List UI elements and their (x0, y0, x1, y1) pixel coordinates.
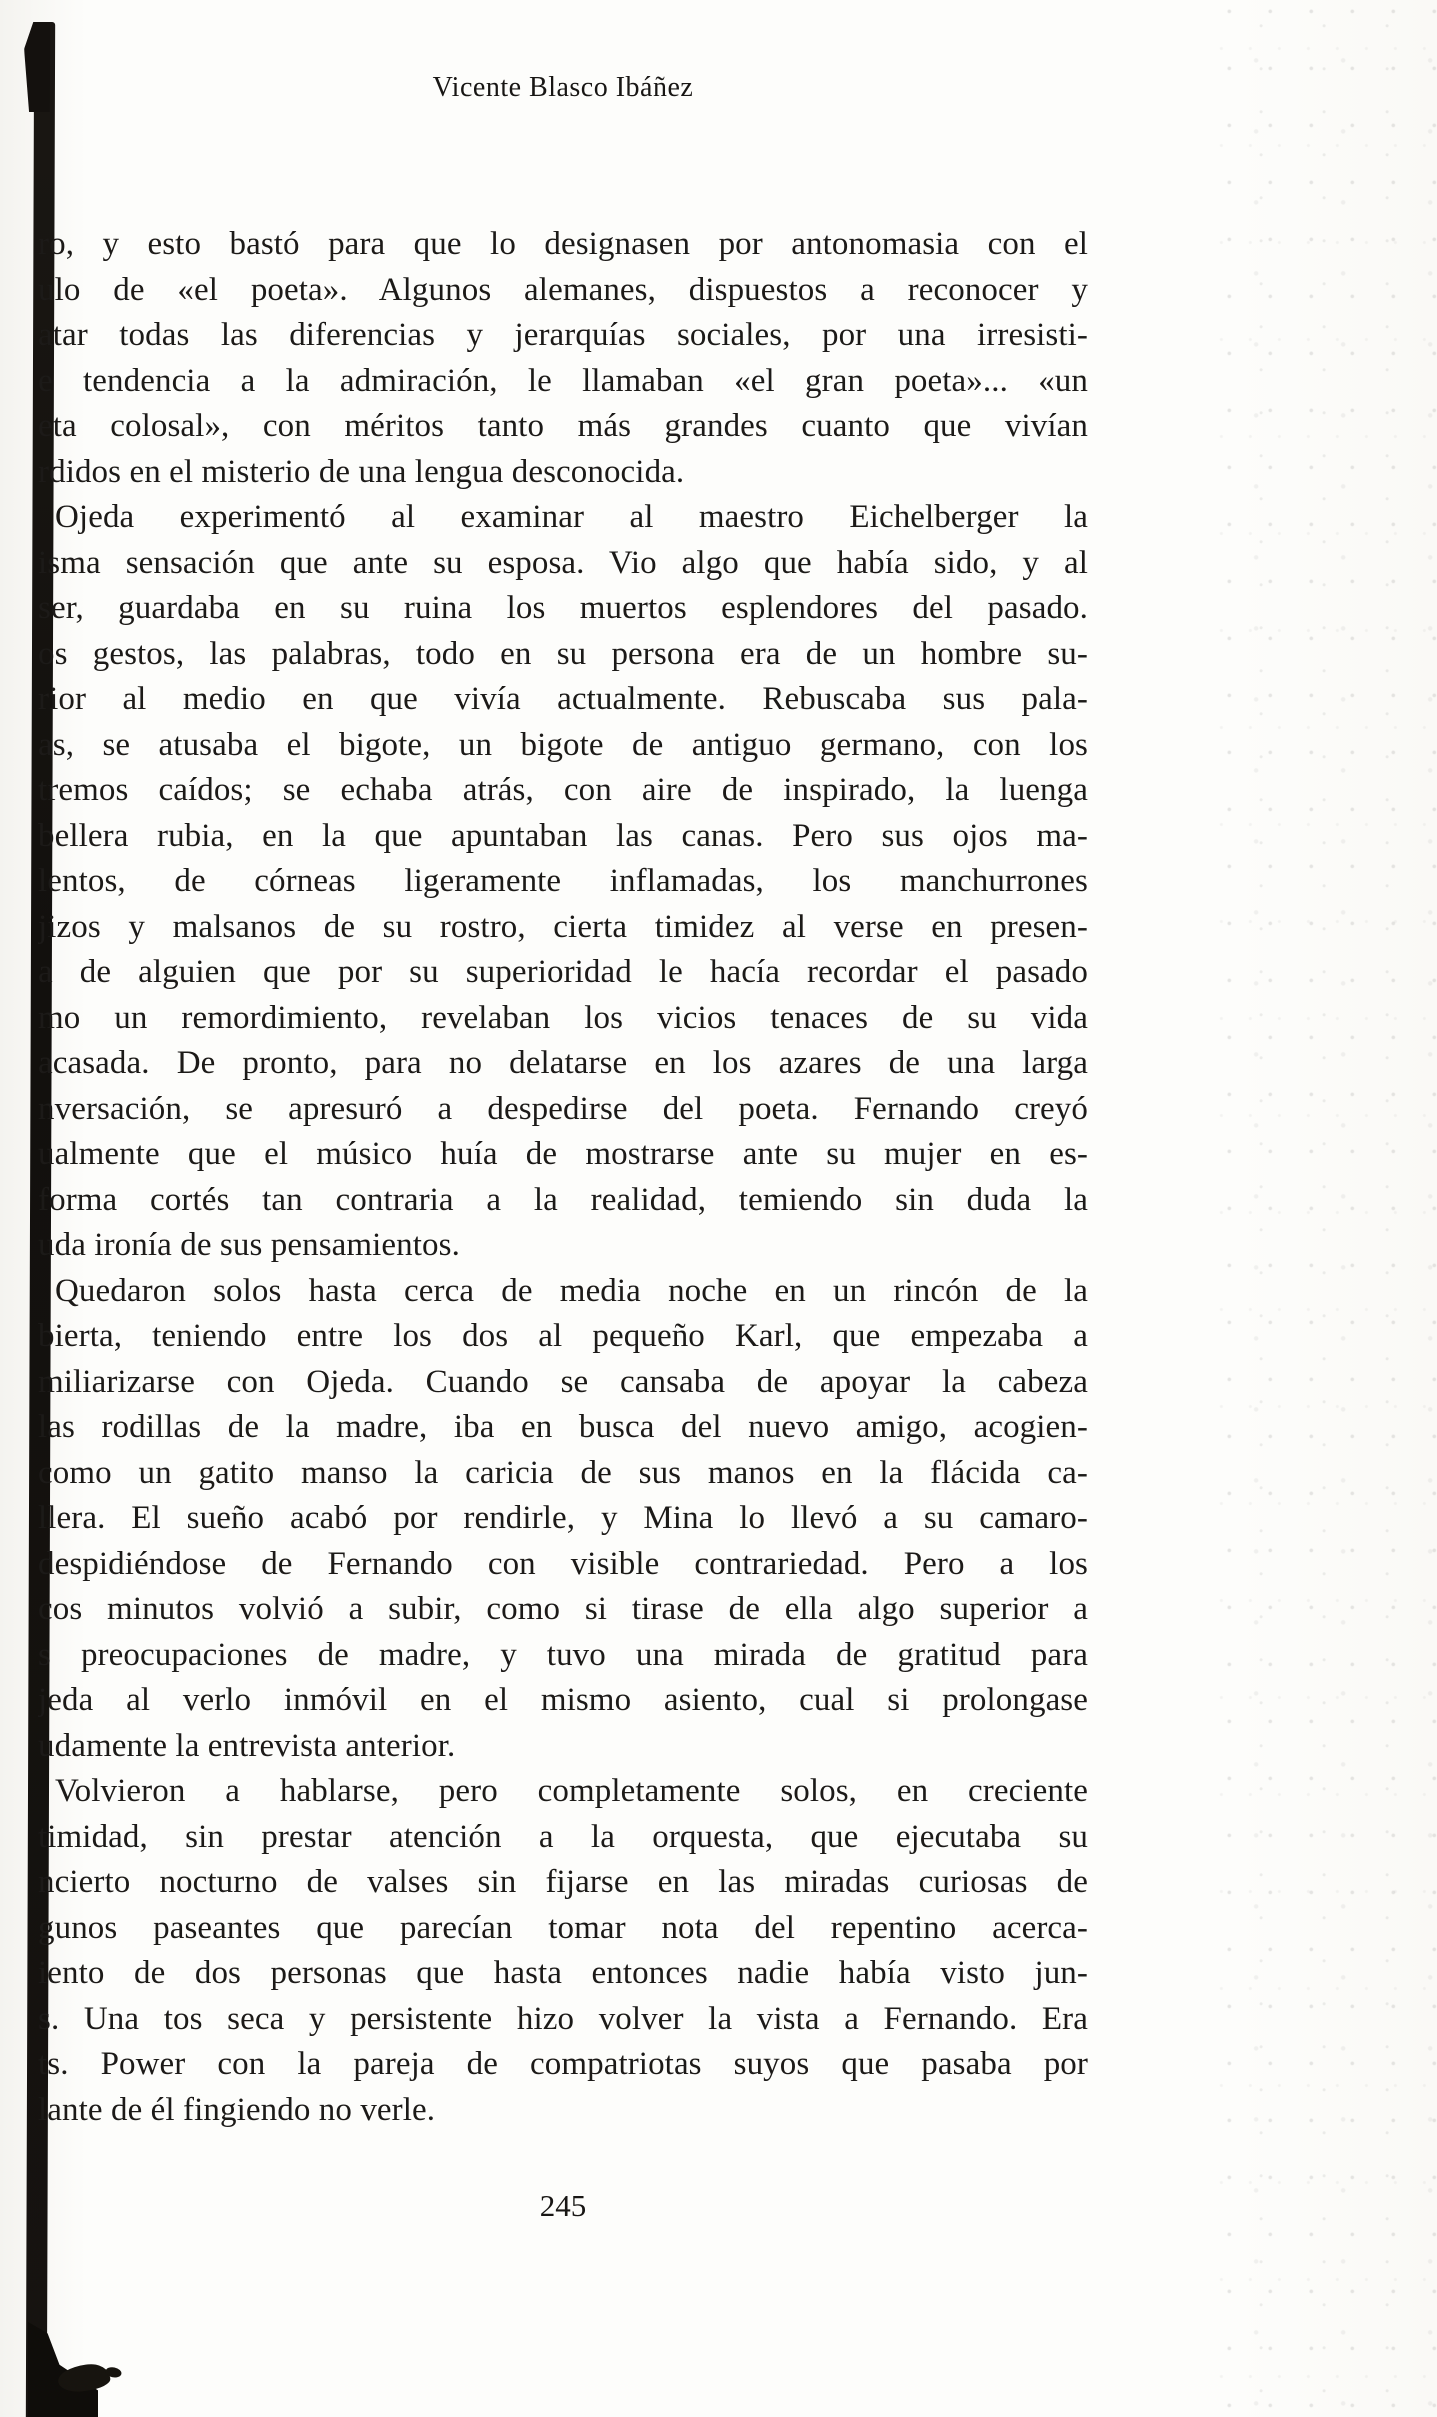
text-line: lante de él fingiendo no verle. (38, 2091, 436, 2128)
text-line: s preocupaciones de madre, y tuvo una mirada de gratitud para (38, 1636, 1088, 1673)
text-line: isma sensación que ante su esposa. Vio algo que había sido, y al (38, 544, 1088, 581)
paragraph (38, 222, 1088, 495)
text-line: gunos paseantes que parecían tomar nota del repentino acerca- (38, 1909, 1088, 1946)
text-line: como un gatito manso la caricia de sus manos en la flácida ca- (38, 1454, 1088, 1491)
running-header: Vicente Blasco Ibáñez (432, 72, 694, 103)
text-line: uda ironía de sus pensamientos. (38, 1227, 460, 1263)
text-line: ser, guardaba en su ruina los muertos esplendores del pasado. (38, 590, 1088, 626)
text-line: ts. Power con la pareja de compatriotas suyos que pasaba por (38, 2046, 1088, 2082)
text-line: ro, y esto bastó para que lo designasen por antonomasia con el (38, 226, 1088, 262)
text-line: rdidos en el misterio de una lengua desconocida. (38, 453, 685, 490)
text-line: as, se atusaba el bigote, un bigote de antiguo germano, con los (38, 726, 1088, 763)
text-line: s. Una tos seca y persistente hizo volver la vista a Fernando. Era (38, 2000, 1088, 2037)
ink-smudge (57, 2362, 112, 2394)
paragraph (38, 1269, 1088, 1770)
text-line: acasada. De pronto, para no delatarse en los azares de una larga (38, 1045, 1088, 1081)
scan-noise (1217, 0, 1437, 2417)
text-line: a de alguien que por su superioridad le hacía recordar el pasado (38, 954, 1088, 990)
text-block (38, 222, 1088, 2133)
text-line: ualmente que el músico huía de mostrarse ante su mujer en es- (38, 1136, 1088, 1172)
paragraph (38, 1769, 1088, 2133)
text-line: nversación, se apresuró a despedirse del poeta. Fernando creyó (38, 1090, 1088, 1127)
page-number: 245 (539, 2188, 587, 2223)
text-line: iento de dos personas que hasta entonces nadie había visto jun- (38, 1955, 1088, 1991)
paragraph (38, 495, 1088, 1269)
text-line: tremos caídos; se echaba atrás, con aire de inspirado, la luenga (38, 772, 1088, 808)
text-line: e tendencia a la admiración, le llamaban «el gran poeta»... «un (38, 362, 1088, 399)
text-line: jizos y malsanos de su rostro, cierta timidez al verse en presen- (38, 908, 1088, 945)
text-line: forma cortés tan contraria a la realidad, temiendo sin duda la (38, 1181, 1088, 1218)
text-line: os gestos, las palabras, todo en su persona era de un hombre su- (38, 635, 1088, 672)
text-line: Quedaron solos hasta cerca de media noche en un rincón de la (55, 1272, 1088, 1309)
text-line: bierta, teniendo entre los dos al pequeño Karl, que empezaba a (38, 1318, 1088, 1354)
text-line: cos minutos volvió a subir, como si tirase de ella algo superior a (38, 1591, 1088, 1627)
text-line: Ojeda experimentó al examinar al maestro Eichelberger la (55, 499, 1088, 535)
text-line: despidiéndose de Fernando con visible contrariedad. Pero a los (38, 1545, 1088, 1582)
text-line: jeda al verlo inmóvil en el mismo asiento, cual si prolongase (38, 1682, 1088, 1718)
text-line: rior al medio en que vivía actualmente. Rebuscaba sus pala- (38, 681, 1088, 717)
text-line: ncierto nocturno de valses sin fijarse en las miradas curiosas de (38, 1864, 1088, 1900)
text-line: llera. El sueño acabó por rendirle, y Mina lo llevó a su camaro- (38, 1500, 1088, 1536)
text-line: miliarizarse con Ojeda. Cuando se cansaba de apoyar la cabeza (38, 1363, 1088, 1400)
text-line: mo un remordimiento, revelaban los vicios tenaces de su vida (38, 999, 1088, 1036)
text-line: eta colosal», con méritos tanto más grandes cuanto que vivían (38, 408, 1088, 444)
text-line: las rodillas de la madre, iba en busca del nuevo amigo, acogien- (38, 1409, 1088, 1445)
text-line: timidad, sin prestar atención a la orquesta, que ejecutaba su (38, 1818, 1088, 1855)
text-line: udamente la entrevista anterior. (38, 1727, 456, 1764)
text-line: Volvieron a hablarse, pero completamente solos, en creciente (55, 1773, 1088, 1809)
text-line: ulo de «el poeta». Algunos alemanes, dispuestos a reconocer y (38, 271, 1088, 308)
text-line: bellera rubia, en la que apuntaban las canas. Pero sus ojos ma- (38, 817, 1088, 854)
text-line: lentos, de córneas ligeramente inflamadas, los manchurrones (38, 863, 1088, 899)
text-line: atar todas las diferencias y jerarquías sociales, por una irresisti- (38, 317, 1088, 353)
